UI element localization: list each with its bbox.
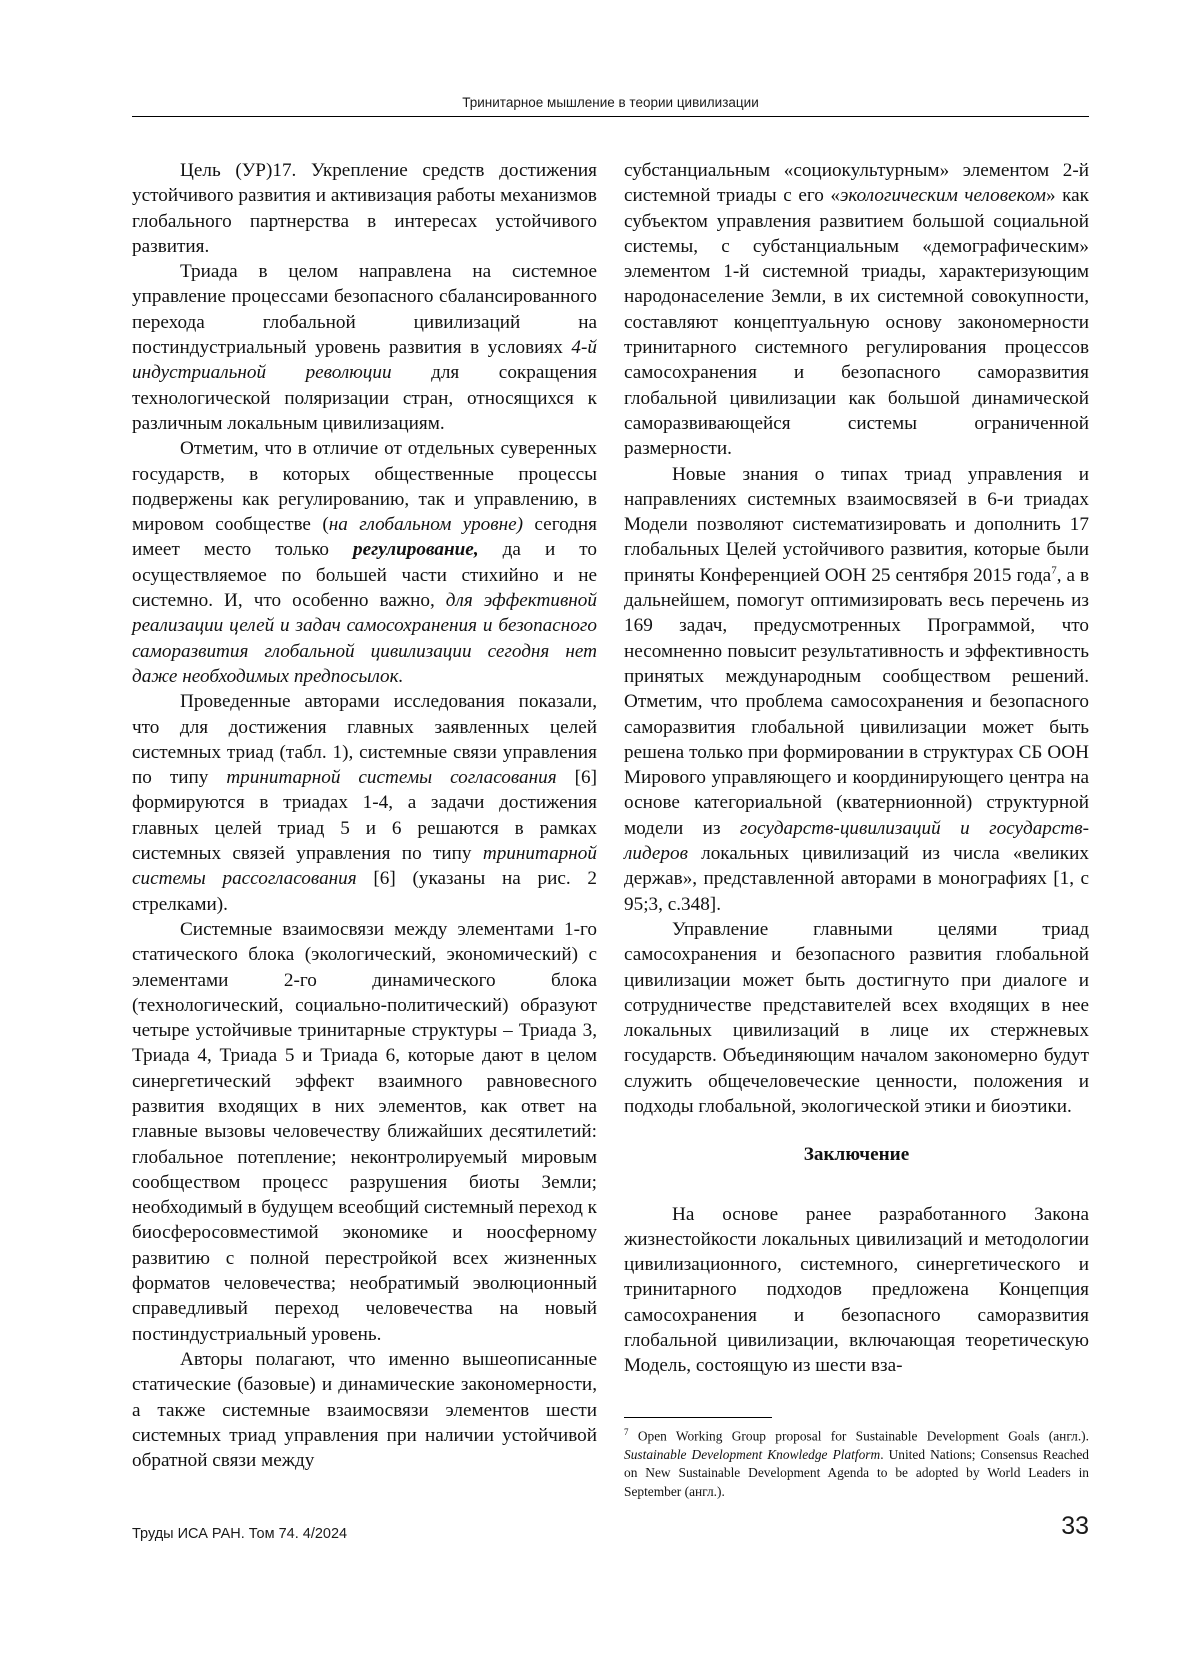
journal-footer: Труды ИСА РАН. Том 74. 4/2024 [132, 1526, 348, 1542]
paragraph-text: да и то осуществляемое по большей части стихийно и не системно. И, что особенно важно, [132, 539, 597, 612]
paragraph-text: субстанциальным «социокультурным» элементом 2-й системной триады с его « [624, 160, 1089, 207]
italic-text: государств-цивилизаций и государств-лидеров [624, 817, 1089, 865]
paragraph-text: Авторы полагают, что именно вышеописанные статические (базовые) и динамические закономерности, а также системные взаимосвязи элементов шести системных триад управления при наличии устойчивой обратной связи между [132, 1348, 597, 1472]
italic-text: тринитарной системы согласования [226, 767, 557, 789]
italic-text: на глобальном уровне) [328, 514, 524, 536]
footnote-rule [624, 1417, 772, 1418]
paragraph-text: , а в дальнейшем, помогут оптимизировать весь перечень из 169 задач, предусмотренных Программой, что несомненно повысит результативность и эффективность принятых международным сообществом решений. Отметим, что проблема самосохранения и безопасного саморазвития глобальной цивилизации может быть решена только при формировании в структурах СБ ООН Мирового управляющего и координирующего центра на основе категориальной (кватернионной) структурной модели из [624, 564, 1089, 839]
paragraph-text: » как субъектом управления развитием большой социальной системы, с субстанциальным «демографическим» элементом 1-й системной триады, характеризующим народонаселение Земли, в их системной совокупности, составляют концептуальную основу закономерности тринитарного системного регулирования процессов самосохранения и безопасного саморазвития глобальной цивилизации как большой динамической саморазвивающейся системы ограниченной размерности. [624, 185, 1089, 460]
left-column [132, 158, 597, 1473]
paragraph-text: Цель (УР)17. Укрепление средств достижения устойчивого развития и активизация работы механизмов глобального партнерства в интересах устойчивого развития. [132, 160, 597, 257]
paragraph [132, 689, 597, 917]
footnote-reference[interactable]: 7 [1051, 564, 1057, 577]
paragraph-text: [6] формируются в триадах 1-4, а задачи достижения главных целей триад 5 и 6 решаются в рамках системных связей управления по типу [132, 767, 597, 865]
running-title: Тринитарное мышление в теории цивилизации [462, 95, 759, 110]
paragraph-text: [6] (указаны на рис. 2 стрелками). [132, 868, 597, 915]
paragraph [132, 1347, 597, 1473]
italic-text: тринитарной системы рассогласования [132, 843, 597, 890]
paragraph [624, 158, 1089, 462]
italic-text: экологическим человеком [839, 185, 1046, 207]
paragraph-text: На основе ранее разработанного Закона жизнестойкости локальных цивилизаций и методологии цивилизационного, системного, синергетического и тринитарного подходов предложена Концепция самосохранения и безопасного саморазвития глобальной цивилизации, включающая теоретическую Модель, состоящую из шести вза- [624, 1203, 1089, 1377]
paragraph-text: Управление главными целями триад самосохранения и безопасного развития глобальной цивилизации может быть достигнуто при диалоге и сотрудничестве представителей всех входящих в нее локальных цивилизаций в лице их стержневых государств. Объединяющим началом закономерно будут служить общечеловеческие ценности, положения и подходы глобальной, экологической этики и биоэтики. [624, 918, 1089, 1117]
paragraph [132, 158, 597, 259]
header-rule [132, 116, 1089, 117]
footnote-number: 7 [624, 1426, 629, 1437]
paragraph-text: сегодня имеет место только [132, 514, 597, 561]
paragraph [624, 462, 1089, 917]
footnote-text: Open Working Group proposal for Sustainable Development Goals (англ.). [628, 1428, 1089, 1444]
paragraph [132, 917, 597, 1347]
paragraph [624, 917, 1089, 1119]
bold-italic-text: регулирование, [353, 539, 479, 561]
footnote [624, 1423, 1089, 1501]
paragraph [624, 1202, 1089, 1379]
right-column [624, 158, 1089, 1501]
paragraph-text: Отметим, что в отличие от отдельных суверенных государств, в которых общественные процессы подвержены как регулированию, так и управлению, в мировом сообществе ( [132, 438, 597, 536]
page-number: 33 [1061, 1512, 1089, 1540]
paragraph-text: Проведенные авторами исследования показали, что для достижения главных заявленных целей системных триад (табл. 1), системные связи управления по типу [132, 691, 597, 789]
paragraph-text: Триада в целом направлена на системное управление процессами безопасного сбалансированного перехода глобальной цивилизаций на постиндустриальный уровень развития в условиях [132, 261, 597, 359]
paragraph-text: Системные взаимосвязи между элементами 1-го статического блока (экологический, экономический) с элементами 2-го динамического блока (технологический, социально-политический) образуют четыре устойчивые тринитарные структуры – Триада 3, Триада 4, Триада 5 и Триада 6, которые дают в целом синергетический эффект взаимного равновесного развития входящих в них элементов, как ответ на главные вызовы человечеству ближайших десятилетий: глобальное потепление; неконтролируемый мировым сообществом процесс разрушения биоты Земли; необходимый в будущем всеобщий системный переход к биосферосовместимой экономике и ноосферному развитию с полной перестройкой всех жизненных форматов человечества; необратимый эволюционный справедливый переход человечества на новый постиндустриальный уровень. [132, 918, 597, 1345]
paragraph-text: Новые знания о типах триад управления и направлениях системных взаимосвязей в 6-и триадах Модели позволяют систематизировать и дополнить 17 глобальных Целей устойчивого развития, которые были приняты Конференцией ООН 25 сентября 2015 года [624, 463, 1089, 586]
section-heading: Заключение [803, 1144, 910, 1166]
paragraph [132, 436, 597, 689]
italic-text: для эффективной реализации целей и задач самосохранения и безопасного саморазвития глобальной цивилизации сегодня нет даже необходимых предпосылок. [132, 590, 597, 687]
paragraph [132, 259, 597, 436]
paragraph-text: для сокращения технологической поляризации стран, относящихся к различным локальным цивилизациям. [132, 362, 597, 434]
footnote-text: . United Nations; Consensus Reached on New Sustainable Development Agenda to be adopted by World Leaders in September (англ.). [624, 1446, 1089, 1499]
footnote-italic-text: Sustainable Development Knowledge Platform [624, 1446, 881, 1462]
italic-text: 4-й индустриальной революции [132, 337, 597, 384]
paragraph-text: локальных цивилизаций из числа «великих держав», представленной авторами в монографиях [1, с 95;3, с.348]. [624, 843, 1089, 915]
